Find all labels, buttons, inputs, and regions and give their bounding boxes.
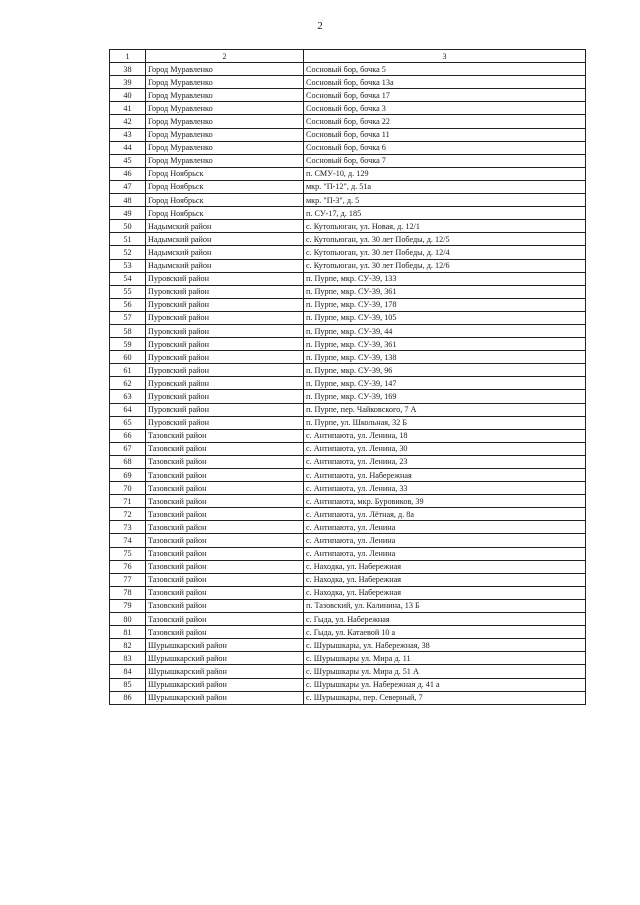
district-cell: Шурышкарский район <box>146 691 304 704</box>
table-row <box>110 573 586 586</box>
row-number-cell: 75 <box>110 547 146 560</box>
row-number-cell: 48 <box>110 194 146 207</box>
table-row <box>110 586 586 599</box>
table-row <box>110 285 586 298</box>
table-row <box>110 259 586 272</box>
table-row <box>110 469 586 482</box>
table-row <box>110 626 586 639</box>
row-number-cell: 52 <box>110 246 146 259</box>
address-cell: Сосновый бор, бочка 5 <box>304 63 586 76</box>
district-cell: Пуровский район <box>146 377 304 390</box>
row-number-cell: 83 <box>110 652 146 665</box>
row-number-cell: 51 <box>110 233 146 246</box>
district-cell: Пуровский район <box>146 364 304 377</box>
table-row <box>110 233 586 246</box>
row-number-cell: 68 <box>110 455 146 468</box>
row-number-cell: 63 <box>110 390 146 403</box>
address-cell: п. Пурпе, пер. Чайковского, 7 А <box>304 403 586 416</box>
table-row <box>110 207 586 220</box>
table-row <box>110 455 586 468</box>
row-number-cell: 79 <box>110 599 146 612</box>
row-number-cell: 53 <box>110 259 146 272</box>
address-cell: с. Шурышкары, пер. Северный, 7 <box>304 691 586 704</box>
table-row <box>110 599 586 612</box>
table-row <box>110 442 586 455</box>
address-cell: п. Пурпе, мкр. СУ-39, 361 <box>304 285 586 298</box>
district-cell: Город Ноябрьск <box>146 194 304 207</box>
address-cell: мкр. "П-12", д. 51а <box>304 180 586 193</box>
row-number-cell: 69 <box>110 469 146 482</box>
address-cell: п. Пурпе, мкр. СУ-39, 105 <box>304 311 586 324</box>
row-number-cell: 84 <box>110 665 146 678</box>
table-row <box>110 102 586 115</box>
row-number-cell: 44 <box>110 141 146 154</box>
address-cell: п. Пурпе, ул. Школьная, 32 Б <box>304 416 586 429</box>
address-cell: Сосновый бор, бочка 7 <box>304 154 586 167</box>
district-cell: Шурышкарский район <box>146 678 304 691</box>
address-cell: с. Антипаюта, ул. Ленина <box>304 521 586 534</box>
district-cell: Шурышкарский район <box>146 652 304 665</box>
table-row <box>110 115 586 128</box>
row-number-cell: 74 <box>110 534 146 547</box>
district-cell: Пуровский район <box>146 324 304 337</box>
row-number-cell: 54 <box>110 272 146 285</box>
header-cell-number: 1 <box>110 50 146 63</box>
row-number-cell: 50 <box>110 220 146 233</box>
table-row <box>110 89 586 102</box>
district-cell: Шурышкарский район <box>146 639 304 652</box>
district-cell: Надымский район <box>146 246 304 259</box>
table-row <box>110 194 586 207</box>
address-cell: Сосновый бор, бочка 13а <box>304 76 586 89</box>
table-row <box>110 390 586 403</box>
table-row <box>110 180 586 193</box>
table-header-row <box>110 50 586 63</box>
table-row <box>110 639 586 652</box>
district-cell: Тазовский район <box>146 508 304 521</box>
row-number-cell: 66 <box>110 429 146 442</box>
row-number-cell: 40 <box>110 89 146 102</box>
address-cell: Сосновый бор, бочка 22 <box>304 115 586 128</box>
district-cell: Пуровский район <box>146 416 304 429</box>
address-cell: п. Пурпе, мкр. СУ-39, 147 <box>304 377 586 390</box>
district-cell: Город Муравленко <box>146 154 304 167</box>
row-number-cell: 59 <box>110 338 146 351</box>
row-number-cell: 42 <box>110 115 146 128</box>
table-row <box>110 167 586 180</box>
row-number-cell: 78 <box>110 586 146 599</box>
district-cell: Тазовский район <box>146 613 304 626</box>
row-number-cell: 70 <box>110 482 146 495</box>
address-cell: с. Кутопьюган, ул. 30 лет Победы, д. 12/6 <box>304 259 586 272</box>
district-cell: Город Муравленко <box>146 141 304 154</box>
row-number-cell: 65 <box>110 416 146 429</box>
row-number-cell: 86 <box>110 691 146 704</box>
address-cell: с. Шурышкары ул. Мира д. 11 <box>304 652 586 665</box>
address-cell: Сосновый бор, бочка 17 <box>304 89 586 102</box>
district-cell: Пуровский район <box>146 403 304 416</box>
district-cell: Пуровский район <box>146 272 304 285</box>
table-row <box>110 652 586 665</box>
district-cell: Город Муравленко <box>146 115 304 128</box>
address-cell: п. СУ-17, д. 185 <box>304 207 586 220</box>
table-row <box>110 691 586 704</box>
row-number-cell: 56 <box>110 298 146 311</box>
table-row <box>110 338 586 351</box>
table-row <box>110 311 586 324</box>
address-cell: п. Пурпе, мкр. СУ-39, 361 <box>304 338 586 351</box>
address-cell: с. Антипаюта, ул. Ленина <box>304 547 586 560</box>
address-cell: с. Антипаюта, ул. Ленина, 30 <box>304 442 586 455</box>
address-cell: с. Находка, ул. Набережная <box>304 586 586 599</box>
row-number-cell: 46 <box>110 167 146 180</box>
table-row <box>110 495 586 508</box>
table-row <box>110 534 586 547</box>
district-cell: Пуровский район <box>146 390 304 403</box>
address-cell: с. Кутопьюган, ул. Новая, д. 12/1 <box>304 220 586 233</box>
district-cell: Пуровский район <box>146 298 304 311</box>
table-row <box>110 246 586 259</box>
address-cell: п. Пурпе, мкр. СУ-39, 169 <box>304 390 586 403</box>
address-cell: с. Антипаюта, ул. Ленина, 18 <box>304 429 586 442</box>
district-cell: Тазовский район <box>146 429 304 442</box>
row-number-cell: 71 <box>110 495 146 508</box>
table-row <box>110 482 586 495</box>
table-row <box>110 547 586 560</box>
table-row <box>110 63 586 76</box>
address-cell: п. Тазовский, ул. Калинина, 13 Б <box>304 599 586 612</box>
row-number-cell: 62 <box>110 377 146 390</box>
address-cell: мкр. "П-3", д. 5 <box>304 194 586 207</box>
row-number-cell: 82 <box>110 639 146 652</box>
row-number-cell: 49 <box>110 207 146 220</box>
row-number-cell: 57 <box>110 311 146 324</box>
row-number-cell: 81 <box>110 626 146 639</box>
address-cell: с. Гыда, ул. Катаевой 10 а <box>304 626 586 639</box>
address-cell: с. Антипаюта, ул. Ленина <box>304 534 586 547</box>
page-number: 2 <box>317 20 323 32</box>
district-cell: Тазовский район <box>146 626 304 639</box>
address-cell: п. Пурпе, мкр. СУ-39, 96 <box>304 364 586 377</box>
address-cell: с. Антипаюта, ул. Ленина, 33 <box>304 482 586 495</box>
table-row <box>110 429 586 442</box>
district-cell: Город Муравленко <box>146 76 304 89</box>
address-cell: п. Пурпе, мкр. СУ-39, 44 <box>304 324 586 337</box>
district-cell: Тазовский район <box>146 495 304 508</box>
address-cell: с. Шурышкары ул. Набережная д. 41 а <box>304 678 586 691</box>
district-cell: Тазовский район <box>146 469 304 482</box>
address-cell: п. Пурпе, мкр. СУ-39, 138 <box>304 351 586 364</box>
address-cell: с. Кутопьюган, ул. 30 лет Победы, д. 12/5 <box>304 233 586 246</box>
table-row <box>110 272 586 285</box>
table-row <box>110 364 586 377</box>
address-cell: с. Антипаюта, ул. Ленина, 23 <box>304 455 586 468</box>
district-cell: Тазовский район <box>146 455 304 468</box>
address-cell: с. Антипаюта, ул. Набережная <box>304 469 586 482</box>
district-cell: Город Муравленко <box>146 63 304 76</box>
table-row <box>110 403 586 416</box>
row-number-cell: 58 <box>110 324 146 337</box>
address-cell: Сосновый бор, бочка 6 <box>304 141 586 154</box>
address-cell: с. Антипаюта, мкр. Буровиков, 39 <box>304 495 586 508</box>
district-cell: Пуровский район <box>146 338 304 351</box>
header-cell-address: 3 <box>304 50 586 63</box>
row-number-cell: 55 <box>110 285 146 298</box>
district-cell: Тазовский район <box>146 586 304 599</box>
district-cell: Тазовский район <box>146 521 304 534</box>
row-number-cell: 41 <box>110 102 146 115</box>
district-cell: Надымский район <box>146 259 304 272</box>
table-row <box>110 521 586 534</box>
row-number-cell: 38 <box>110 63 146 76</box>
address-cell: с. Антипаюта, ул. Лётная, д. 8а <box>304 508 586 521</box>
district-cell: Шурышкарский район <box>146 665 304 678</box>
address-cell: с. Шурышкары, ул. Набережная, 38 <box>304 639 586 652</box>
table-row <box>110 560 586 573</box>
address-cell: Сосновый бор, бочка 11 <box>304 128 586 141</box>
table-row <box>110 141 586 154</box>
table-row <box>110 324 586 337</box>
table-row <box>110 678 586 691</box>
table-row <box>110 298 586 311</box>
table-row <box>110 76 586 89</box>
table-row <box>110 128 586 141</box>
table-row <box>110 508 586 521</box>
row-number-cell: 43 <box>110 128 146 141</box>
address-cell: п. Пурпе, мкр. СУ-39, 178 <box>304 298 586 311</box>
district-cell: Тазовский район <box>146 599 304 612</box>
row-number-cell: 73 <box>110 521 146 534</box>
district-cell: Город Муравленко <box>146 128 304 141</box>
address-cell: п. Пурпе, мкр. СУ-39, 133 <box>304 272 586 285</box>
row-number-cell: 67 <box>110 442 146 455</box>
row-number-cell: 60 <box>110 351 146 364</box>
district-cell: Город Муравленко <box>146 102 304 115</box>
district-cell: Тазовский район <box>146 573 304 586</box>
table-row <box>110 613 586 626</box>
district-cell: Город Ноябрьск <box>146 207 304 220</box>
district-cell: Пуровский район <box>146 311 304 324</box>
district-cell: Тазовский район <box>146 482 304 495</box>
district-cell: Пуровский район <box>146 351 304 364</box>
district-cell: Тазовский район <box>146 547 304 560</box>
district-cell: Город Муравленко <box>146 89 304 102</box>
row-number-cell: 45 <box>110 154 146 167</box>
address-cell: Сосновый бор, бочка 3 <box>304 102 586 115</box>
header-cell-district: 2 <box>146 50 304 63</box>
table-body <box>110 50 586 705</box>
table-row <box>110 665 586 678</box>
district-cell: Тазовский район <box>146 560 304 573</box>
address-cell: с. Находка, ул. Набережная <box>304 573 586 586</box>
district-cell: Надымский район <box>146 233 304 246</box>
row-number-cell: 64 <box>110 403 146 416</box>
address-cell: п. СМУ-10, д. 129 <box>304 167 586 180</box>
row-number-cell: 85 <box>110 678 146 691</box>
district-cell: Город Ноябрьск <box>146 180 304 193</box>
row-number-cell: 47 <box>110 180 146 193</box>
row-number-cell: 61 <box>110 364 146 377</box>
district-cell: Надымский район <box>146 220 304 233</box>
address-cell: с. Кутопьюган, ул. 30 лет Победы, д. 12/4 <box>304 246 586 259</box>
row-number-cell: 39 <box>110 76 146 89</box>
table-row <box>110 154 586 167</box>
address-table <box>109 49 586 705</box>
table-row <box>110 220 586 233</box>
row-number-cell: 76 <box>110 560 146 573</box>
row-number-cell: 80 <box>110 613 146 626</box>
row-number-cell: 72 <box>110 508 146 521</box>
address-cell: с. Гыда, ул. Набережная <box>304 613 586 626</box>
table-row <box>110 377 586 390</box>
address-cell: с. Шурышкары ул. Мира д. 51 А <box>304 665 586 678</box>
table-row <box>110 416 586 429</box>
district-cell: Город Ноябрьск <box>146 167 304 180</box>
district-cell: Пуровский район <box>146 285 304 298</box>
table-row <box>110 351 586 364</box>
district-cell: Тазовский район <box>146 534 304 547</box>
address-cell: с. Находка, ул. Набережная <box>304 560 586 573</box>
row-number-cell: 77 <box>110 573 146 586</box>
district-cell: Тазовский район <box>146 442 304 455</box>
